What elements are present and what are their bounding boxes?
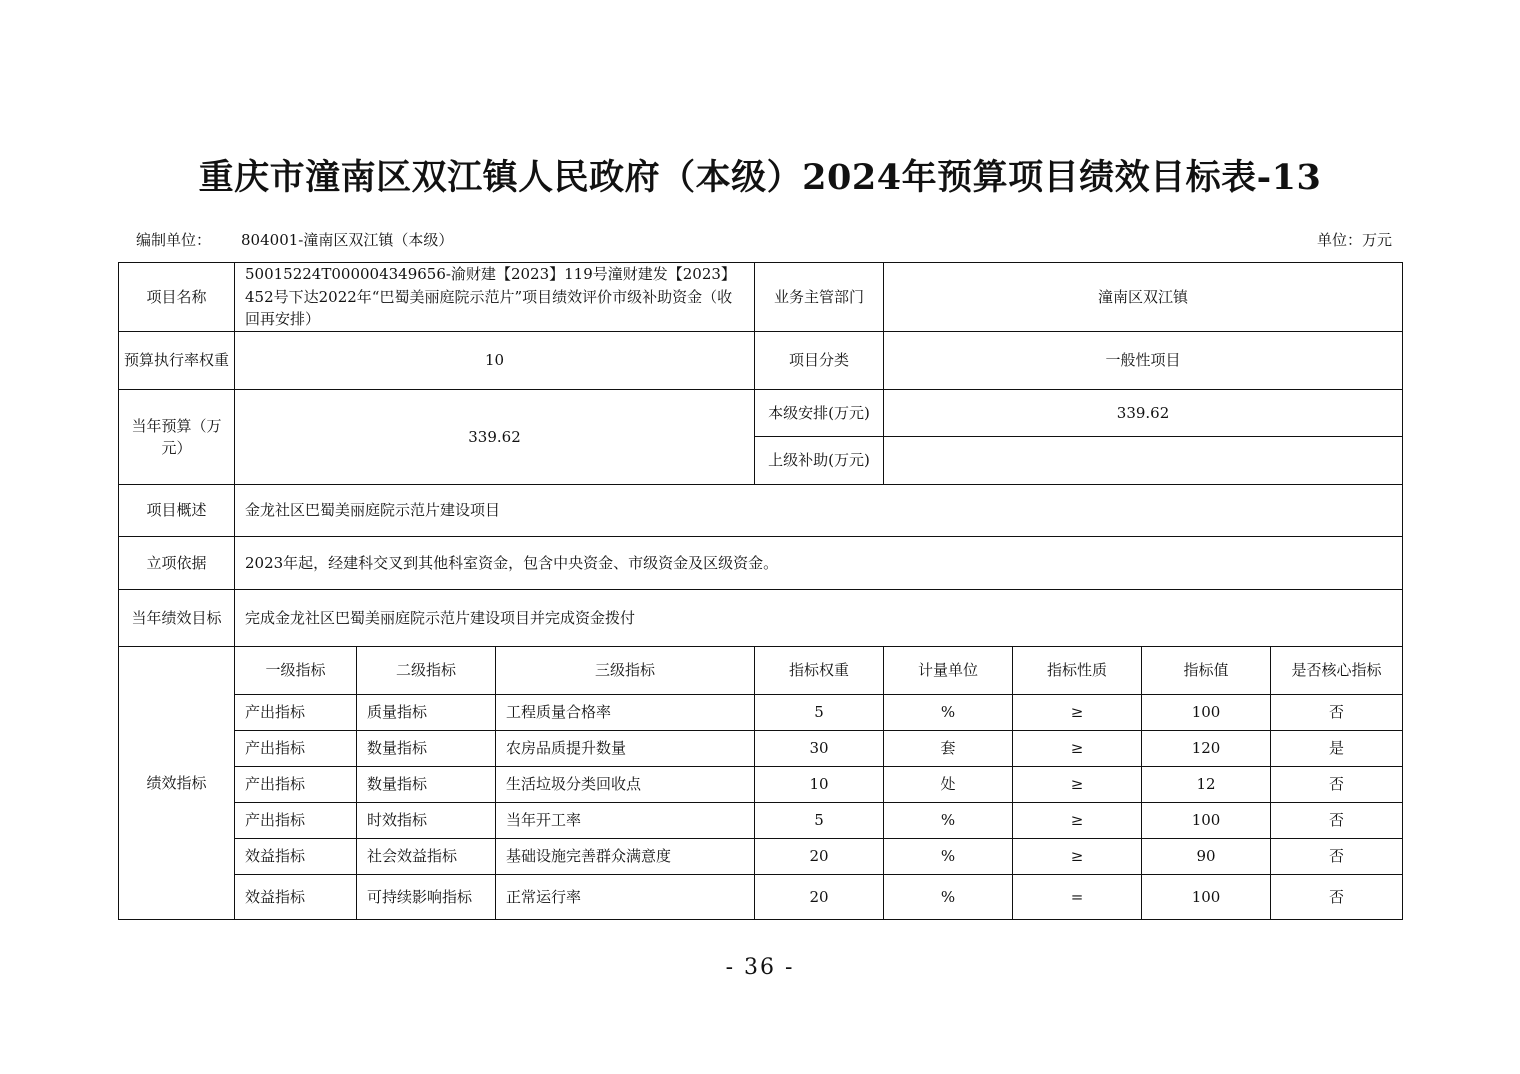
core-cell: 否 [1271,803,1403,839]
level2-cell: 可持续影响指标 [357,875,496,920]
nature-cell: ≥ [1013,839,1142,875]
header-weight: 指标权重 [755,647,884,695]
core-cell: 否 [1271,767,1403,803]
own-funding-label: 本级安排(万元) [755,390,884,437]
goal-label: 当年绩效目标 [119,590,235,647]
indicator-header-row [119,647,1403,695]
table-row [119,731,1403,767]
own-funding-value: 339.62 [884,390,1403,437]
unit-cell: 处 [884,767,1013,803]
header-nature: 指标性质 [1013,647,1142,695]
category-value: 一般性项目 [884,332,1403,390]
upper-funding-label: 上级补助(万元) [755,437,884,485]
target-cell: 12 [1142,767,1271,803]
unit-cell: 套 [884,731,1013,767]
unit-cell: % [884,875,1013,920]
level2-cell: 社会效益指标 [357,839,496,875]
goal-value: 完成金龙社区巴蜀美丽庭院示范片建设项目并完成资金拨付 [235,590,1403,647]
target-cell: 90 [1142,839,1271,875]
table-row [119,695,1403,731]
basis-value: 2023年起，经建科交叉到其他科室资金，包含中央资金、市级资金及区级资金。 [235,537,1403,590]
table-row [119,875,1403,920]
basis-label: 立项依据 [119,537,235,590]
header-target: 指标值 [1142,647,1271,695]
weight-label: 预算执行率权重 [119,332,235,390]
overview-value: 金龙社区巴蜀美丽庭院示范片建设项目 [235,485,1403,537]
page-number: - 36 - [725,955,795,980]
unit-cell: % [884,803,1013,839]
org-line [136,229,453,250]
row-project-name [119,263,1403,332]
weight-cell: 20 [755,875,884,920]
level3-cell: 生活垃圾分类回收点 [496,767,755,803]
level1-cell: 产出指标 [235,731,357,767]
unit-cell: % [884,839,1013,875]
core-cell: 否 [1271,839,1403,875]
weight-cell: 5 [755,695,884,731]
target-cell: 100 [1142,695,1271,731]
target-cell: 120 [1142,731,1271,767]
core-cell: 是 [1271,731,1403,767]
nature-cell: ≥ [1013,803,1142,839]
header-level1: 一级指标 [235,647,357,695]
overview-label: 项目概述 [119,485,235,537]
header-unit: 计量单位 [884,647,1013,695]
page-title: 重庆市潼南区双江镇人民政府（本级）2024年预算项目绩效目标表-13 [198,157,1322,198]
nature-cell: ≥ [1013,731,1142,767]
row-weight [119,332,1403,390]
performance-table [118,262,1403,920]
budget-value: 339.62 [235,390,755,485]
unit-label: 单位：万元 [1316,231,1392,249]
row-overview [119,485,1403,537]
level3-cell: 当年开工率 [496,803,755,839]
dept-label: 业务主管部门 [755,263,884,332]
header-level2: 二级指标 [357,647,496,695]
level2-cell: 数量指标 [357,767,496,803]
weight-cell: 30 [755,731,884,767]
level2-cell: 质量指标 [357,695,496,731]
level1-cell: 效益指标 [235,839,357,875]
weight-cell: 20 [755,839,884,875]
weight-value: 10 [235,332,755,390]
indicators-section-label: 绩效指标 [119,647,235,920]
table-row [119,839,1403,875]
weight-cell: 5 [755,803,884,839]
row-budget-own [119,390,1403,437]
project-name-value: 50015224T000004349656-渝财建【2023】119号潼财建发【2023】452号下达2022年“巴蜀美丽庭院示范片”项目绩效评价市级补助资金（收回再安排） [235,263,755,332]
target-cell: 100 [1142,803,1271,839]
dept-value: 潼南区双江镇 [884,263,1403,332]
level3-cell: 基础设施完善群众满意度 [496,839,755,875]
level3-cell: 农房品质提升数量 [496,731,755,767]
level3-cell: 工程质量合格率 [496,695,755,731]
level1-cell: 产出指标 [235,767,357,803]
level2-cell: 时效指标 [357,803,496,839]
level1-cell: 产出指标 [235,695,357,731]
header-core: 是否核心指标 [1271,647,1403,695]
level1-cell: 效益指标 [235,875,357,920]
nature-cell: = [1013,875,1142,920]
nature-cell: ≥ [1013,767,1142,803]
target-cell: 100 [1142,875,1271,920]
unit-cell: % [884,695,1013,731]
header-level3: 三级指标 [496,647,755,695]
table-row [119,803,1403,839]
core-cell: 否 [1271,875,1403,920]
weight-cell: 10 [755,767,884,803]
org-value: 804001-潼南区双江镇（本级） [241,231,454,249]
upper-funding-value [884,437,1403,485]
level2-cell: 数量指标 [357,731,496,767]
budget-label: 当年预算（万元） [119,390,235,485]
level1-cell: 产出指标 [235,803,357,839]
category-label: 项目分类 [755,332,884,390]
org-label: 编制单位： [136,231,212,249]
level3-cell: 正常运行率 [496,875,755,920]
nature-cell: ≥ [1013,695,1142,731]
row-goal [119,590,1403,647]
table-row [119,767,1403,803]
row-basis [119,537,1403,590]
core-cell: 否 [1271,695,1403,731]
project-name-label: 项目名称 [119,263,235,332]
